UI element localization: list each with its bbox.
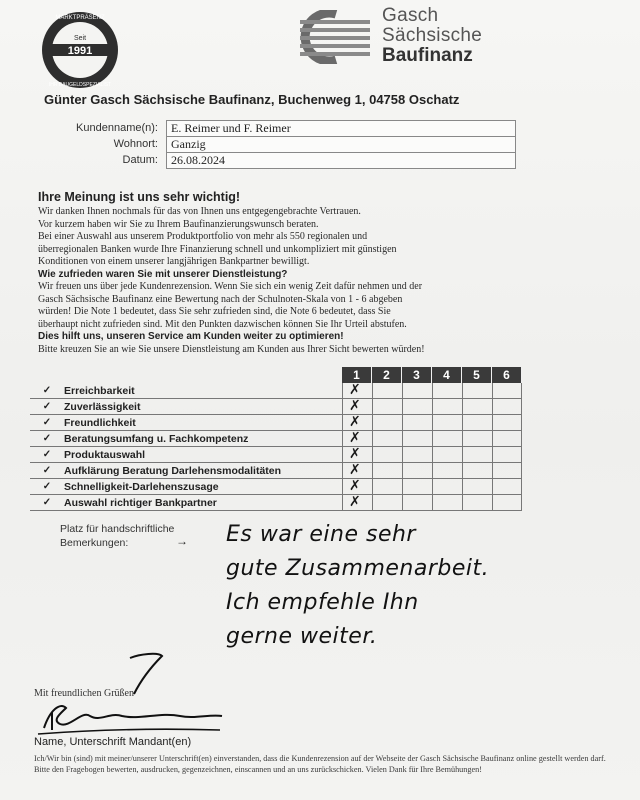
logo-line-2: Sächsische xyxy=(382,25,483,46)
cross-mark-icon: ✗ xyxy=(349,414,361,430)
criterion-label: Beratungsumfang u. Fachkompetenz xyxy=(64,432,249,445)
grade-cell[interactable] xyxy=(492,447,522,462)
rating-row xyxy=(30,463,522,479)
grade-cell[interactable] xyxy=(342,495,372,510)
criterion-label: Schnelligkeit-Darlehenszusage xyxy=(64,480,219,493)
cross-mark-icon: ✗ xyxy=(349,462,361,478)
criterion xyxy=(30,385,342,397)
rating-row xyxy=(30,479,522,495)
cross-mark-icon: ✗ xyxy=(349,494,361,510)
cross-mark-icon: ✗ xyxy=(349,430,361,446)
intro-line: Konditionen von einem unserer langjährigen Bankpartner bewilligt. xyxy=(38,256,310,267)
company-logo xyxy=(296,6,616,66)
criterion xyxy=(30,433,342,445)
grade-cell[interactable] xyxy=(432,479,462,494)
grade-cell[interactable] xyxy=(462,383,492,398)
intro-heading: Ihre Meinung ist uns sehr wichtig! xyxy=(38,190,241,204)
criterion-label: Zuverlässigkeit xyxy=(64,400,141,413)
checkmark-icon: ✓ xyxy=(42,497,52,508)
grade-cell[interactable] xyxy=(342,479,372,494)
grade-cell[interactable] xyxy=(372,431,402,446)
logo-line-3: Baufinanz xyxy=(382,45,473,66)
grade-header-row xyxy=(342,367,522,383)
grade-cell[interactable] xyxy=(402,399,432,414)
grade-cell[interactable] xyxy=(402,447,432,462)
rating-row xyxy=(30,383,522,399)
checkmark-icon: ✓ xyxy=(42,433,52,444)
grade-header: 6 xyxy=(492,367,522,383)
grade-cell[interactable] xyxy=(402,383,432,398)
grade-cell[interactable] xyxy=(492,479,522,494)
grade-cell[interactable] xyxy=(342,399,372,414)
grade-cell[interactable] xyxy=(372,463,402,478)
intro-line: Wir danken Ihnen nochmals für das von Ihnen uns entgegengebrachte Vertrauen. xyxy=(38,206,361,217)
grade-cell[interactable] xyxy=(402,495,432,510)
grade-header: 5 xyxy=(462,367,492,383)
instruction-text: Bitte kreuzen Sie an wie Sie unsere Dienstleistung am Kunden aus Ihrer Sicht bewerten würden! xyxy=(38,343,425,355)
criterion-label: Erreichbarkeit xyxy=(64,384,135,397)
grade-header: 3 xyxy=(402,367,432,383)
help-heading: Dies hilft uns, unseren Service am Kunden weiter zu optimieren! xyxy=(38,331,344,342)
criterion xyxy=(30,401,342,413)
logo-line-1: Gasch xyxy=(382,5,439,26)
handwritten-line: gute Zusammenarbeit. xyxy=(226,556,490,581)
criterion-label: Produktauswahl xyxy=(64,448,146,461)
question-heading: Wie zufrieden waren Sie mit unserer Dienstleistung? xyxy=(38,268,288,280)
grade-cell[interactable] xyxy=(462,463,492,478)
date-row xyxy=(40,152,516,168)
handwritten-remarks[interactable] xyxy=(226,518,586,654)
grade-cell[interactable] xyxy=(462,447,492,462)
criterion xyxy=(30,497,342,509)
checkmark-icon: ✓ xyxy=(42,401,52,412)
rating-row xyxy=(30,495,522,511)
checkmark-icon: ✓ xyxy=(42,417,52,428)
grade-cell[interactable] xyxy=(432,415,462,430)
grade-cell[interactable] xyxy=(462,431,492,446)
intro-line: überregionalen Banken wurde Ihre Finanzierung schnell und unkompliziert mit günstigen xyxy=(38,243,397,255)
seal-stamp xyxy=(40,10,120,90)
customer-info xyxy=(40,120,516,168)
rating-row xyxy=(30,431,522,447)
rating-row xyxy=(30,447,522,463)
criterion xyxy=(30,465,342,477)
seal-year: 1991 xyxy=(67,45,93,57)
grade-cell[interactable] xyxy=(432,431,462,446)
rating-row xyxy=(30,399,522,415)
seal-mid-text: Seit xyxy=(73,35,87,42)
meta-label: Kundenname(n): xyxy=(76,122,158,134)
checkmark-icon: ✓ xyxy=(42,385,52,396)
grade-cell[interactable] xyxy=(342,415,372,430)
seal-bottom-text: IHR BAUGELDSPEZIALIST xyxy=(48,82,112,88)
signature-label: Name, Unterschrift Mandant(en) xyxy=(34,736,192,748)
criterion xyxy=(30,417,342,429)
residence-row xyxy=(40,136,516,152)
grade-cell[interactable] xyxy=(492,383,522,398)
grade-cell[interactable] xyxy=(402,463,432,478)
closing-greeting: Mit freundlichen Grüßen xyxy=(34,688,134,699)
customer-name-field[interactable]: E. Reimer und F. Reimer xyxy=(166,120,516,136)
remarks-label-line-1: Platz für handschriftliche xyxy=(60,523,175,535)
grade-cell[interactable] xyxy=(372,495,402,510)
residence-field[interactable]: Ganzig xyxy=(166,136,516,152)
grade-cell[interactable] xyxy=(432,447,462,462)
cross-mark-icon: ✗ xyxy=(349,398,361,414)
grade-cell[interactable] xyxy=(342,431,372,446)
checkmark-icon: ✓ xyxy=(42,465,52,476)
grade-cell[interactable] xyxy=(402,431,432,446)
meta-label: Datum: xyxy=(122,154,158,166)
grade-cell[interactable] xyxy=(492,495,522,510)
grade-cell[interactable] xyxy=(432,383,462,398)
cross-mark-icon: ✗ xyxy=(349,382,361,398)
grade-cell[interactable] xyxy=(492,399,522,414)
grade-cell[interactable] xyxy=(462,479,492,494)
body-line: Gasch Sächsische Baufinanz eine Bewertung nach der Schulnoten-Skala von 1 - 6 abgeben xyxy=(38,293,403,305)
grade-cell[interactable] xyxy=(342,463,372,478)
grade-cell[interactable] xyxy=(342,383,372,398)
grade-cell[interactable] xyxy=(402,479,432,494)
euro-logo-icon xyxy=(296,10,372,64)
grade-header: 4 xyxy=(432,367,462,383)
body-line: überhaupt nicht zufrieden sind. Mit den Punkten dazwischen können Sie Ihr Urteil abstufen. xyxy=(38,318,407,330)
grade-cell[interactable] xyxy=(462,399,492,414)
grade-cell[interactable] xyxy=(372,447,402,462)
body-line: Wir freuen uns über jede Kundenrezension. Wenn Sie sich ein wenig Zeit dafür nehmen und der xyxy=(38,281,423,292)
grade-cell[interactable] xyxy=(372,383,402,398)
meta-label: Wohnort: xyxy=(113,138,158,150)
rating-grid xyxy=(30,367,522,511)
criterion xyxy=(30,449,342,461)
grade-cell[interactable] xyxy=(492,431,522,446)
date-field[interactable]: 26.08.2024 xyxy=(166,152,516,169)
grade-cell[interactable] xyxy=(432,399,462,414)
rating-row xyxy=(30,415,522,431)
remarks-label-line-2: Bemerkungen: xyxy=(60,537,129,549)
handwritten-line: gerne weiter. xyxy=(226,624,378,649)
intro-line: Vor kurzem haben wir Sie zu Ihrem Baufinanzierungswunsch beraten. xyxy=(38,218,319,230)
grade-cell[interactable] xyxy=(462,415,492,430)
criterion-label: Aufklärung Beratung Darlehensmodalitäten xyxy=(64,464,282,477)
remarks-label xyxy=(60,522,174,550)
company-address: Günter Gasch Sächsische Baufinanz, Buchenweg 1, 04758 Oschatz xyxy=(44,92,460,107)
grade-cell[interactable] xyxy=(372,399,402,414)
checkmark-icon: ✓ xyxy=(42,449,52,460)
intro-line: Bei einer Auswahl aus unserem Produktportfolio von mehr als 550 regionalen und xyxy=(38,231,368,242)
seal-top-text: MARKTPRÄSENZ xyxy=(55,15,105,21)
grade-header: 1 xyxy=(342,367,372,383)
grade-cell[interactable] xyxy=(372,479,402,494)
grade-cell[interactable] xyxy=(372,415,402,430)
signature-scribble[interactable] xyxy=(30,650,230,740)
grade-cell[interactable] xyxy=(432,463,462,478)
checkmark-icon: ✓ xyxy=(42,481,52,492)
criterion xyxy=(30,481,342,493)
consent-text: Ich/Wir bin (sind) mit meiner/unserer Unterschrift(en) einverstanden, dass die Kundenrezension auf der Webseite der Gasch Sächsische Baufinanz online gestellt werden darf. Bitte den Fragebogen bewerten, ausdrucken, gegenzeichnen, einscannen und an uns zurückschicken. Vielen Dank für Ihre Bemühungen! xyxy=(34,754,606,774)
customer-name-row xyxy=(40,120,516,136)
grade-cell[interactable] xyxy=(492,463,522,478)
grade-cell[interactable] xyxy=(342,447,372,462)
grade-cell[interactable] xyxy=(402,415,432,430)
criterion-label: Freundlichkeit xyxy=(64,416,136,429)
handwritten-line: Es war eine sehr xyxy=(226,522,416,547)
cross-mark-icon: ✗ xyxy=(349,478,361,494)
cross-mark-icon: ✗ xyxy=(349,446,361,462)
arrow-right-icon: → xyxy=(176,534,188,548)
rating-rows xyxy=(30,383,522,511)
body-line: würden! Die Note 1 bedeutet, dass Sie sehr zufrieden sind, die Note 6 bedeutet, dass Sie xyxy=(38,306,391,317)
handwritten-line: Ich empfehle Ihn xyxy=(226,590,419,615)
grade-cell[interactable] xyxy=(492,415,522,430)
grade-header: 2 xyxy=(372,367,402,383)
grade-cell[interactable] xyxy=(432,495,462,510)
intro-text xyxy=(38,190,598,356)
criterion-label: Auswahl richtiger Bankpartner xyxy=(64,496,217,509)
grade-cell[interactable] xyxy=(462,495,492,510)
